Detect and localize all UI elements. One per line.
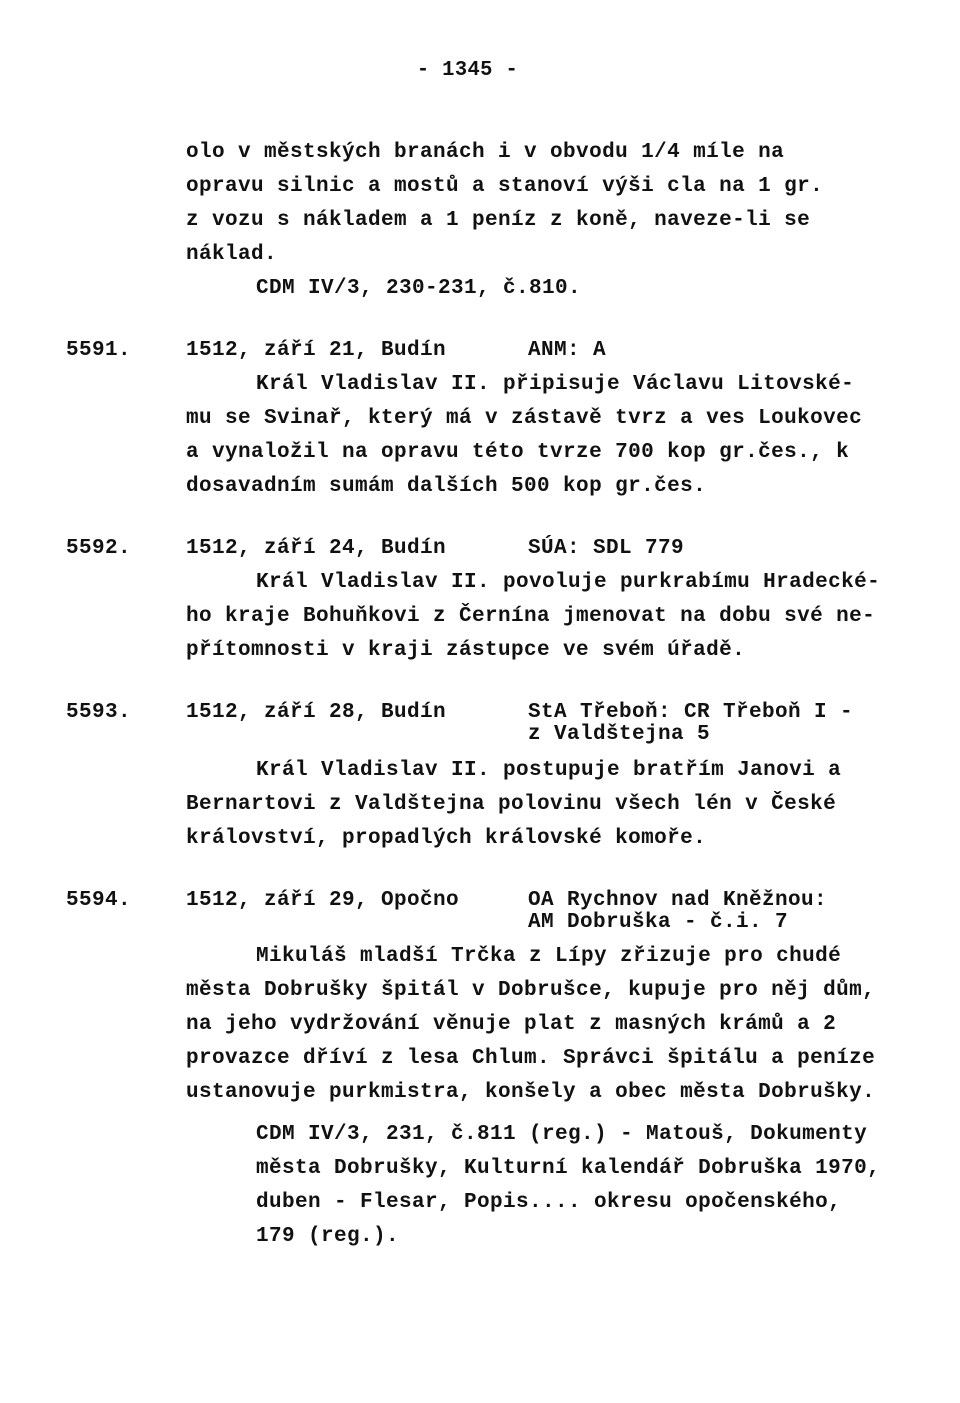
text-line: opravu silnic a mostů a stanoví výši cla na 1 gr. [186, 175, 824, 198]
citation: CDM IV/3, 230-231, č.810. [256, 277, 582, 300]
entry-date-place: 1512, září 28, Budín [186, 701, 447, 724]
entry-number: 5593. [66, 701, 132, 724]
text-line: království, propadlých královské komoře. [186, 827, 707, 850]
citation: CDM IV/3, 231, č.811 (reg.) - Matouš, Dokumenty [256, 1123, 868, 1146]
citation: 179 (reg.). [256, 1225, 400, 1248]
archive-reference: OA Rychnov nad Kněžnou: [528, 889, 828, 912]
text-line: mu se Svinař, který má v zástavě tvrz a ves Loukovec [186, 407, 863, 430]
text-line: města Dobrušky špitál v Dobrušce, kupuje pro něj dům, [186, 979, 876, 1002]
text-line: přítomnosti v kraji zástupce ve svém úřadě. [186, 639, 746, 662]
citation: duben - Flesar, Popis.... okresu opočenského, [256, 1191, 842, 1214]
text-line: Král Vladislav II. připisuje Václavu Litovské- [256, 373, 855, 396]
text-line: z vozu s nákladem a 1 peníz z koně, naveze-li se [186, 209, 811, 232]
entry-number: 5591. [66, 339, 132, 362]
text-line: náklad. [186, 243, 278, 266]
entry-date-place: 1512, září 24, Budín [186, 537, 447, 560]
archive-reference: z Valdštejna 5 [528, 723, 711, 746]
archive-reference: AM Dobruška - č.i. 7 [528, 911, 789, 934]
text-line: ustanovuje purkmistra, konšely a obec města Dobrušky. [186, 1081, 876, 1104]
entry-number: 5592. [66, 537, 132, 560]
archive-reference: SÚA: SDL 779 [528, 537, 685, 560]
text-line: na jeho vydržování věnuje plat z masných krámů a 2 [186, 1013, 837, 1036]
citation: města Dobrušky, Kulturní kalendář Dobruška 1970, [256, 1157, 881, 1180]
text-line: olo v městských branách i v obvodu 1/4 míle na [186, 141, 785, 164]
text-line: provazce dříví z lesa Chlum. Správci špitálu a peníze [186, 1047, 876, 1070]
text-line: Mikuláš mladší Trčka z Lípy zřizuje pro chudé [256, 945, 842, 968]
text-line: Bernartovi z Valdštejna polovinu všech lén v České [186, 793, 837, 816]
text-line: Král Vladislav II. povoluje purkrabímu Hradecké- [256, 571, 881, 594]
entry-date-place: 1512, září 21, Budín [186, 339, 447, 362]
entry-number: 5594. [66, 889, 132, 912]
text-line: Král Vladislav II. postupuje bratřím Janovi a [256, 759, 842, 782]
text-line: dosavadním sumám dalších 500 kop gr.čes. [186, 475, 707, 498]
archive-reference: StA Třeboň: CR Třeboň I - [528, 701, 854, 724]
entry-date-place: 1512, září 29, Opočno [186, 889, 460, 912]
page-number: - 1345 - [416, 59, 519, 82]
text-line: a vynaložil na opravu této tvrze 700 kop gr.čes., k [186, 441, 850, 464]
text-line: ho kraje Bohuňkovi z Černína jmenovat na dobu své ne- [186, 605, 876, 628]
archive-reference: ANM: A [528, 339, 607, 362]
